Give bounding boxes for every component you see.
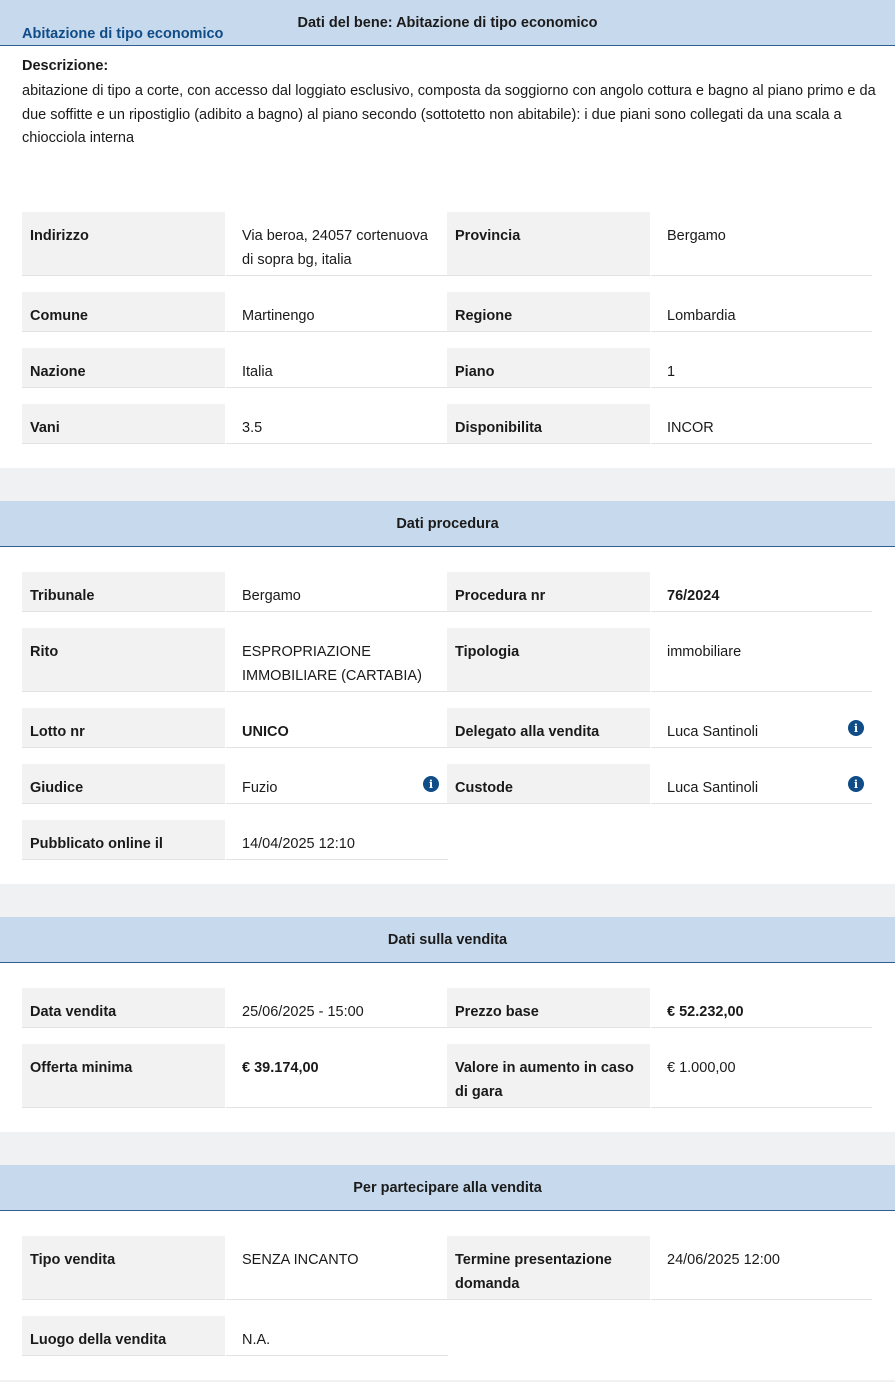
value-piano: 1 — [651, 348, 872, 388]
label-tipologia: Tipologia — [447, 628, 650, 692]
section-header: Dati procedura — [0, 501, 895, 547]
section-header: Dati sulla vendita — [0, 917, 895, 963]
section-header: Dati del bene: Abitazione di tipo economico — [0, 0, 895, 46]
value-custode: Luca Santinoli — [651, 764, 872, 804]
value-disponibilita: INCOR — [651, 404, 872, 444]
label-procedura-nr: Procedura nr — [447, 572, 650, 612]
label-vani: Vani — [22, 404, 225, 444]
description-label: Descrizione: — [22, 58, 109, 74]
value-indirizzo: Via beroa, 24057 cortenuova di sopra bg, italia — [226, 212, 448, 276]
value-giudice: Fuzio — [226, 764, 448, 804]
label-data-vendita: Data vendita — [22, 988, 225, 1028]
value-offerta-minima: € 39.174,00 — [226, 1044, 448, 1108]
label-giudice: Giudice — [22, 764, 225, 804]
label-delegato: Delegato alla vendita — [447, 708, 650, 748]
value-valore-aumento: € 1.000,00 — [651, 1044, 872, 1108]
value-provincia: Bergamo — [651, 212, 872, 276]
info-icon-delegato[interactable]: i — [848, 720, 864, 736]
value-tipo-vendita: SENZA INCANTO — [226, 1236, 448, 1300]
bene-title: Abitazione di tipo economico — [22, 26, 224, 42]
value-rito: ESPROPRIAZIONE IMMOBILIARE (CARTABIA) — [226, 628, 448, 692]
label-indirizzo: Indirizzo — [22, 212, 225, 276]
label-nazione: Nazione — [22, 348, 225, 388]
section-header: Per partecipare alla vendita — [0, 1165, 895, 1211]
label-provincia: Provincia — [447, 212, 650, 276]
value-tipologia: immobiliare — [651, 628, 872, 692]
section-partecipare — [0, 1165, 895, 1380]
value-luogo-vendita: N.A. — [226, 1316, 448, 1356]
label-luogo-vendita: Luogo della vendita — [22, 1316, 225, 1356]
section-dati-procedura — [0, 501, 895, 884]
value-procedura-nr: 76/2024 — [651, 572, 872, 612]
value-termine-presentazione: 24/06/2025 12:00 — [651, 1236, 872, 1300]
section-dati-vendita — [0, 917, 895, 1132]
value-pubblicato: 14/04/2025 12:10 — [226, 820, 448, 860]
label-termine-presentazione: Termine presentazione domanda — [447, 1236, 650, 1300]
info-icon-custode[interactable]: i — [848, 776, 864, 792]
value-vani: 3.5 — [226, 404, 448, 444]
label-piano: Piano — [447, 348, 650, 388]
label-rito: Rito — [22, 628, 225, 692]
value-nazione: Italia — [226, 348, 448, 388]
value-data-vendita: 25/06/2025 - 15:00 — [226, 988, 448, 1028]
value-delegato: Luca Santinoli — [651, 708, 872, 748]
value-tribunale: Bergamo — [226, 572, 448, 612]
label-comune: Comune — [22, 292, 225, 332]
label-tipo-vendita: Tipo vendita — [22, 1236, 225, 1300]
label-custode: Custode — [447, 764, 650, 804]
label-regione: Regione — [447, 292, 650, 332]
label-prezzo-base: Prezzo base — [447, 988, 650, 1028]
label-disponibilita: Disponibilita — [447, 404, 650, 444]
description-text: abitazione di tipo a corte, con accesso dal loggiato esclusivo, composta da soggiorno con angolo cottura e bagno al piano primo e da due soffitte e un ripostiglio (adibito a bagno) al piano secondo (sottotetto non abitabile): i due piani sono collegati da una scala a chiocciola interna — [22, 83, 876, 146]
info-icon-giudice[interactable]: i — [423, 776, 439, 792]
value-prezzo-base: € 52.232,00 — [651, 988, 872, 1028]
label-lotto-nr: Lotto nr — [22, 708, 225, 748]
value-lotto-nr: UNICO — [226, 708, 448, 748]
label-valore-aumento: Valore in aumento in caso di gara — [447, 1044, 650, 1108]
label-offerta-minima: Offerta minima — [22, 1044, 225, 1108]
value-comune: Martinengo — [226, 292, 448, 332]
section-dati-bene — [0, 0, 895, 468]
label-tribunale: Tribunale — [22, 572, 225, 612]
label-pubblicato: Pubblicato online il — [22, 820, 225, 860]
value-regione: Lombardia — [651, 292, 872, 332]
